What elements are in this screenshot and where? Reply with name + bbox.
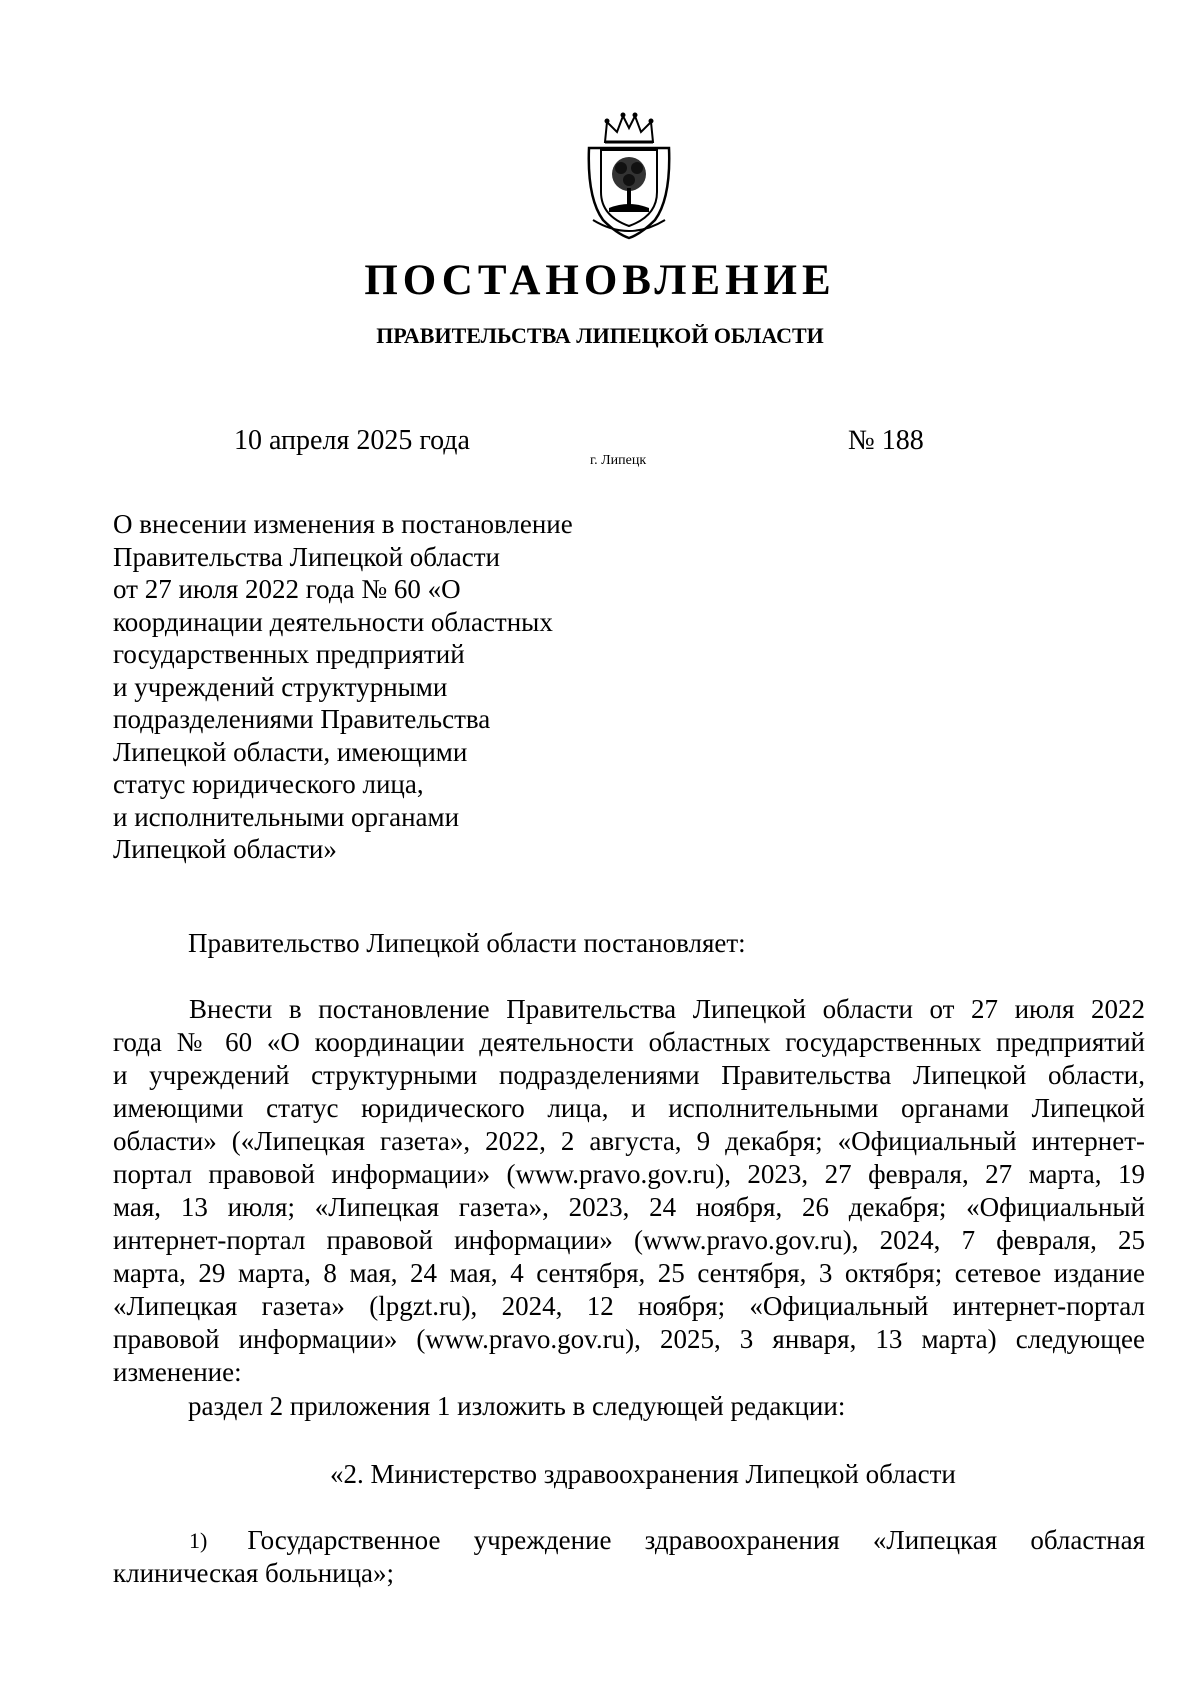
body-line: «Липецкая газета» (lpgzt.ru), 2024, 12 ноября; «Официальный интернет-портал [113,1291,1145,1321]
section-title: «2. Министерство здравоохранения Липецкой области [330,1459,956,1489]
body-line: интернет-портал правовой информации» (www.pravo.gov.ru), 2024, 7 февраля, 25 [113,1225,1145,1255]
document-subtitle: ПРАВИТЕЛЬСТВА ЛИПЕЦКОЙ ОБЛАСТИ [376,323,824,348]
body-line: марта, 29 марта, 8 мая, 24 мая, 4 сентября, 25 сентября, 3 октября; сетевое издание [113,1258,1145,1288]
document-date: 10 апреля 2025 года [234,425,470,456]
body-line: области» («Липецкая газета», 2022, 2 августа, 9 декабря; «Официальный интернет- [113,1126,1145,1156]
coat-of-arms-emblem [583,108,675,240]
body-line: года № 60 «О координации деятельности областных государственных предприятий [113,1027,1145,1057]
list-item [113,1524,1145,1590]
body-line: портал правовой информации» (www.pravo.gov.ru), 2023, 27 февраля, 27 марта, 19 [113,1159,1145,1189]
document-number: № 188 [848,425,924,456]
heading-line: Липецкой области» [113,834,337,864]
decree-statement: Правительство Липецкой области постановляет: [188,928,746,958]
body-line: мая, 13 июля; «Липецкая газета», 2023, 24 ноября, 26 декабря; «Официальный [113,1192,1145,1222]
heading-line: Липецкой области, имеющими [113,736,468,767]
list-item-text-continued: клиническая больница»; [113,1558,395,1588]
heading-line: государственных предприятий [113,639,465,669]
list-item-text: Государственное учреждение здравоохранения «Липецкая областная [247,1525,1145,1555]
heading-line: и исполнительными органами [113,801,460,832]
body-line: Внести в постановление Правительства Липецкой области от 27 июля 2022 [189,994,1145,1024]
list-item-number: 1) [189,1528,208,1553]
heading-line: подразделениями Правительства [113,704,491,734]
heading-line: О внесении изменения в постановление [113,509,573,539]
heading-line: и учреждений структурными [113,671,448,702]
list-item-first-line [113,1524,1145,1557]
body-line: и учреждений структурными подразделениями Правительства Липецкой области, [113,1060,1145,1090]
heading-line: статус юридического лица, [113,769,424,799]
body-line: изменение: [113,1357,242,1387]
heading-line: от 27 июля 2022 года № 60 «О [113,574,461,604]
heading-line: координации деятельности областных [113,606,553,637]
amendment-instruction: раздел 2 приложения 1 изложить в следующей редакции: [188,1391,846,1421]
heading-line: Правительства Липецкой области [113,541,501,572]
document-title: ПОСТАНОВЛЕНИЕ [364,257,836,304]
body-paragraph [113,993,1145,1389]
document-city: г. Липецк [590,453,647,468]
body-line: правовой информации» (www.pravo.gov.ru), 2025, 3 января, 13 марта) следующее [113,1324,1145,1354]
body-line: имеющими статус юридического лица, и исполнительными органами Липецкой [113,1093,1145,1123]
document-heading [113,508,573,866]
